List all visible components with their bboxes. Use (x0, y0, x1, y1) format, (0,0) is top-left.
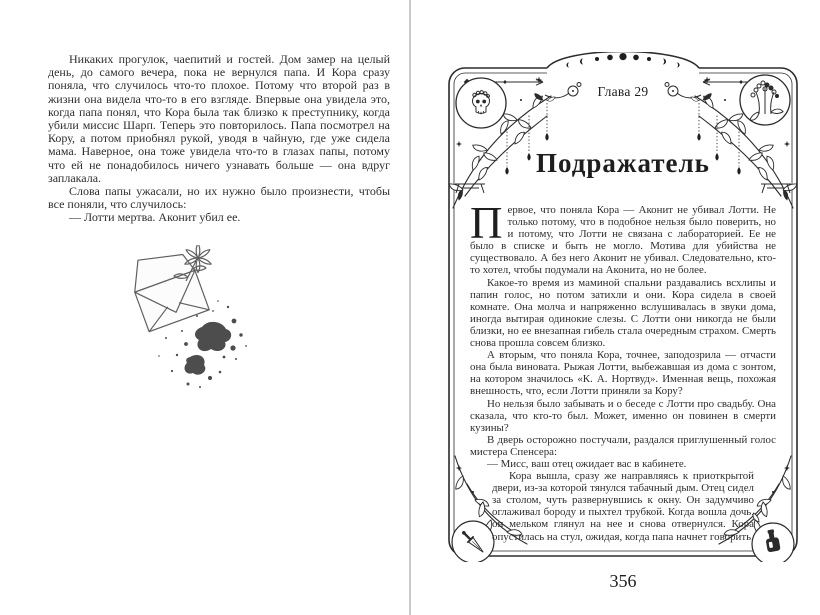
paragraph: Кора вышла, сразу же направляясь к приоткрытой двери, из-за которой тянулся табачный дым. Отец сидел за столом, чуть развернувшись к окну. Он задумчиво оглаживал бороду и пыхтел трубкой. Когда вошла дочь, он мельком глянул на нее и снова отвернулся. Кора опустилась на стул, ожидая, когда папа начнет говорить. (492, 470, 754, 543)
chapter-title: Подражатель (536, 148, 710, 178)
page-left (48, 53, 390, 225)
dialogue-line: — Мисс, ваш отец ожидает вас в кабинете. (487, 457, 687, 470)
paragraph: Какое-то время из маминой спальни раздавались всхлипы и папин голос, но потом затихли и они. Кора сидела в своей комнате. Она молча и напряженно вслушивалась в звуки дома, иногда вытирая одинокие слезы. С Лотти они никогда не были близки, но ее внезапная гибель стала очередным страхом. Смерть снова прошла совсем близко. (470, 276, 776, 350)
chapter-label: Глава 29 (597, 84, 649, 99)
envelope-lily-illustration (100, 245, 260, 395)
page-right (425, 0, 820, 615)
paragraph-text: ервое, что поняла Кора — Аконит не убивал Лотти. Не только потому, что в подобное нельзя было поверить, но и потому, что Лотти не связана с лабораторией. Ее не было в списке и быть не могло. Мотива для убийства не существовало. А без него Аконит не убивал. Следовательно, кто-то хотел, чтобы подумали на Аконита, но не более. (470, 204, 776, 277)
paragraph: Но нельзя было забывать и о беседе с Лотти про свадьбу. Она сказала, что кто-то был. Может, именно он повинен в смерти кузины? (470, 397, 776, 434)
paragraph (470, 198, 776, 277)
chapter-text (470, 198, 776, 543)
drop-cap: П (470, 198, 503, 248)
page-divider (409, 0, 411, 615)
dialogue-line: — Лотти мертва. Аконит убил ее. (69, 210, 241, 225)
page-number: 356 (609, 571, 637, 591)
paragraph: В дверь осторожно постучали, раздался приглушенный голос мистера Спенсера: (470, 433, 776, 458)
chapter-frame (443, 52, 803, 562)
bouquet-icon (740, 75, 790, 125)
paragraph: Слова папы ужасали, но их нужно было произнести, чтобы все поняли, что случилось: (48, 184, 390, 212)
paragraph: Никаких прогулок, чаепитий и гостей. Дом замер на целый день, до самого вечера, пока не вернулся папа. И Кора сразу поняла, что случилось что-то плохое. Потому что второй раз в жизни она видела что-то в его взгляде. Впервые она увидела это, когда папа понял, что Кора была так близко к преступнику, когда убили миссис Шарп. Теперь это повторилось. Папа посмотрел на Кору, а потом приобнял рукой, уводя в чайную, где уже сидела мама. Наверное, она тоже увидела что-то в глазах папы, потому что ей не понадобилось ничего узнавать больше — она вдруг заплакала. (48, 52, 390, 185)
paragraph: А вторым, что поняла Кора, точнее, заподозрила — отчасти она была виновата. Рыжая Лотти, выбежавшая из дома с зонтом, на котором значилось «К. А. Нортвуд». Именная вещь, похожая внешность, что, если Лотти приняли за Кору? (470, 349, 776, 398)
